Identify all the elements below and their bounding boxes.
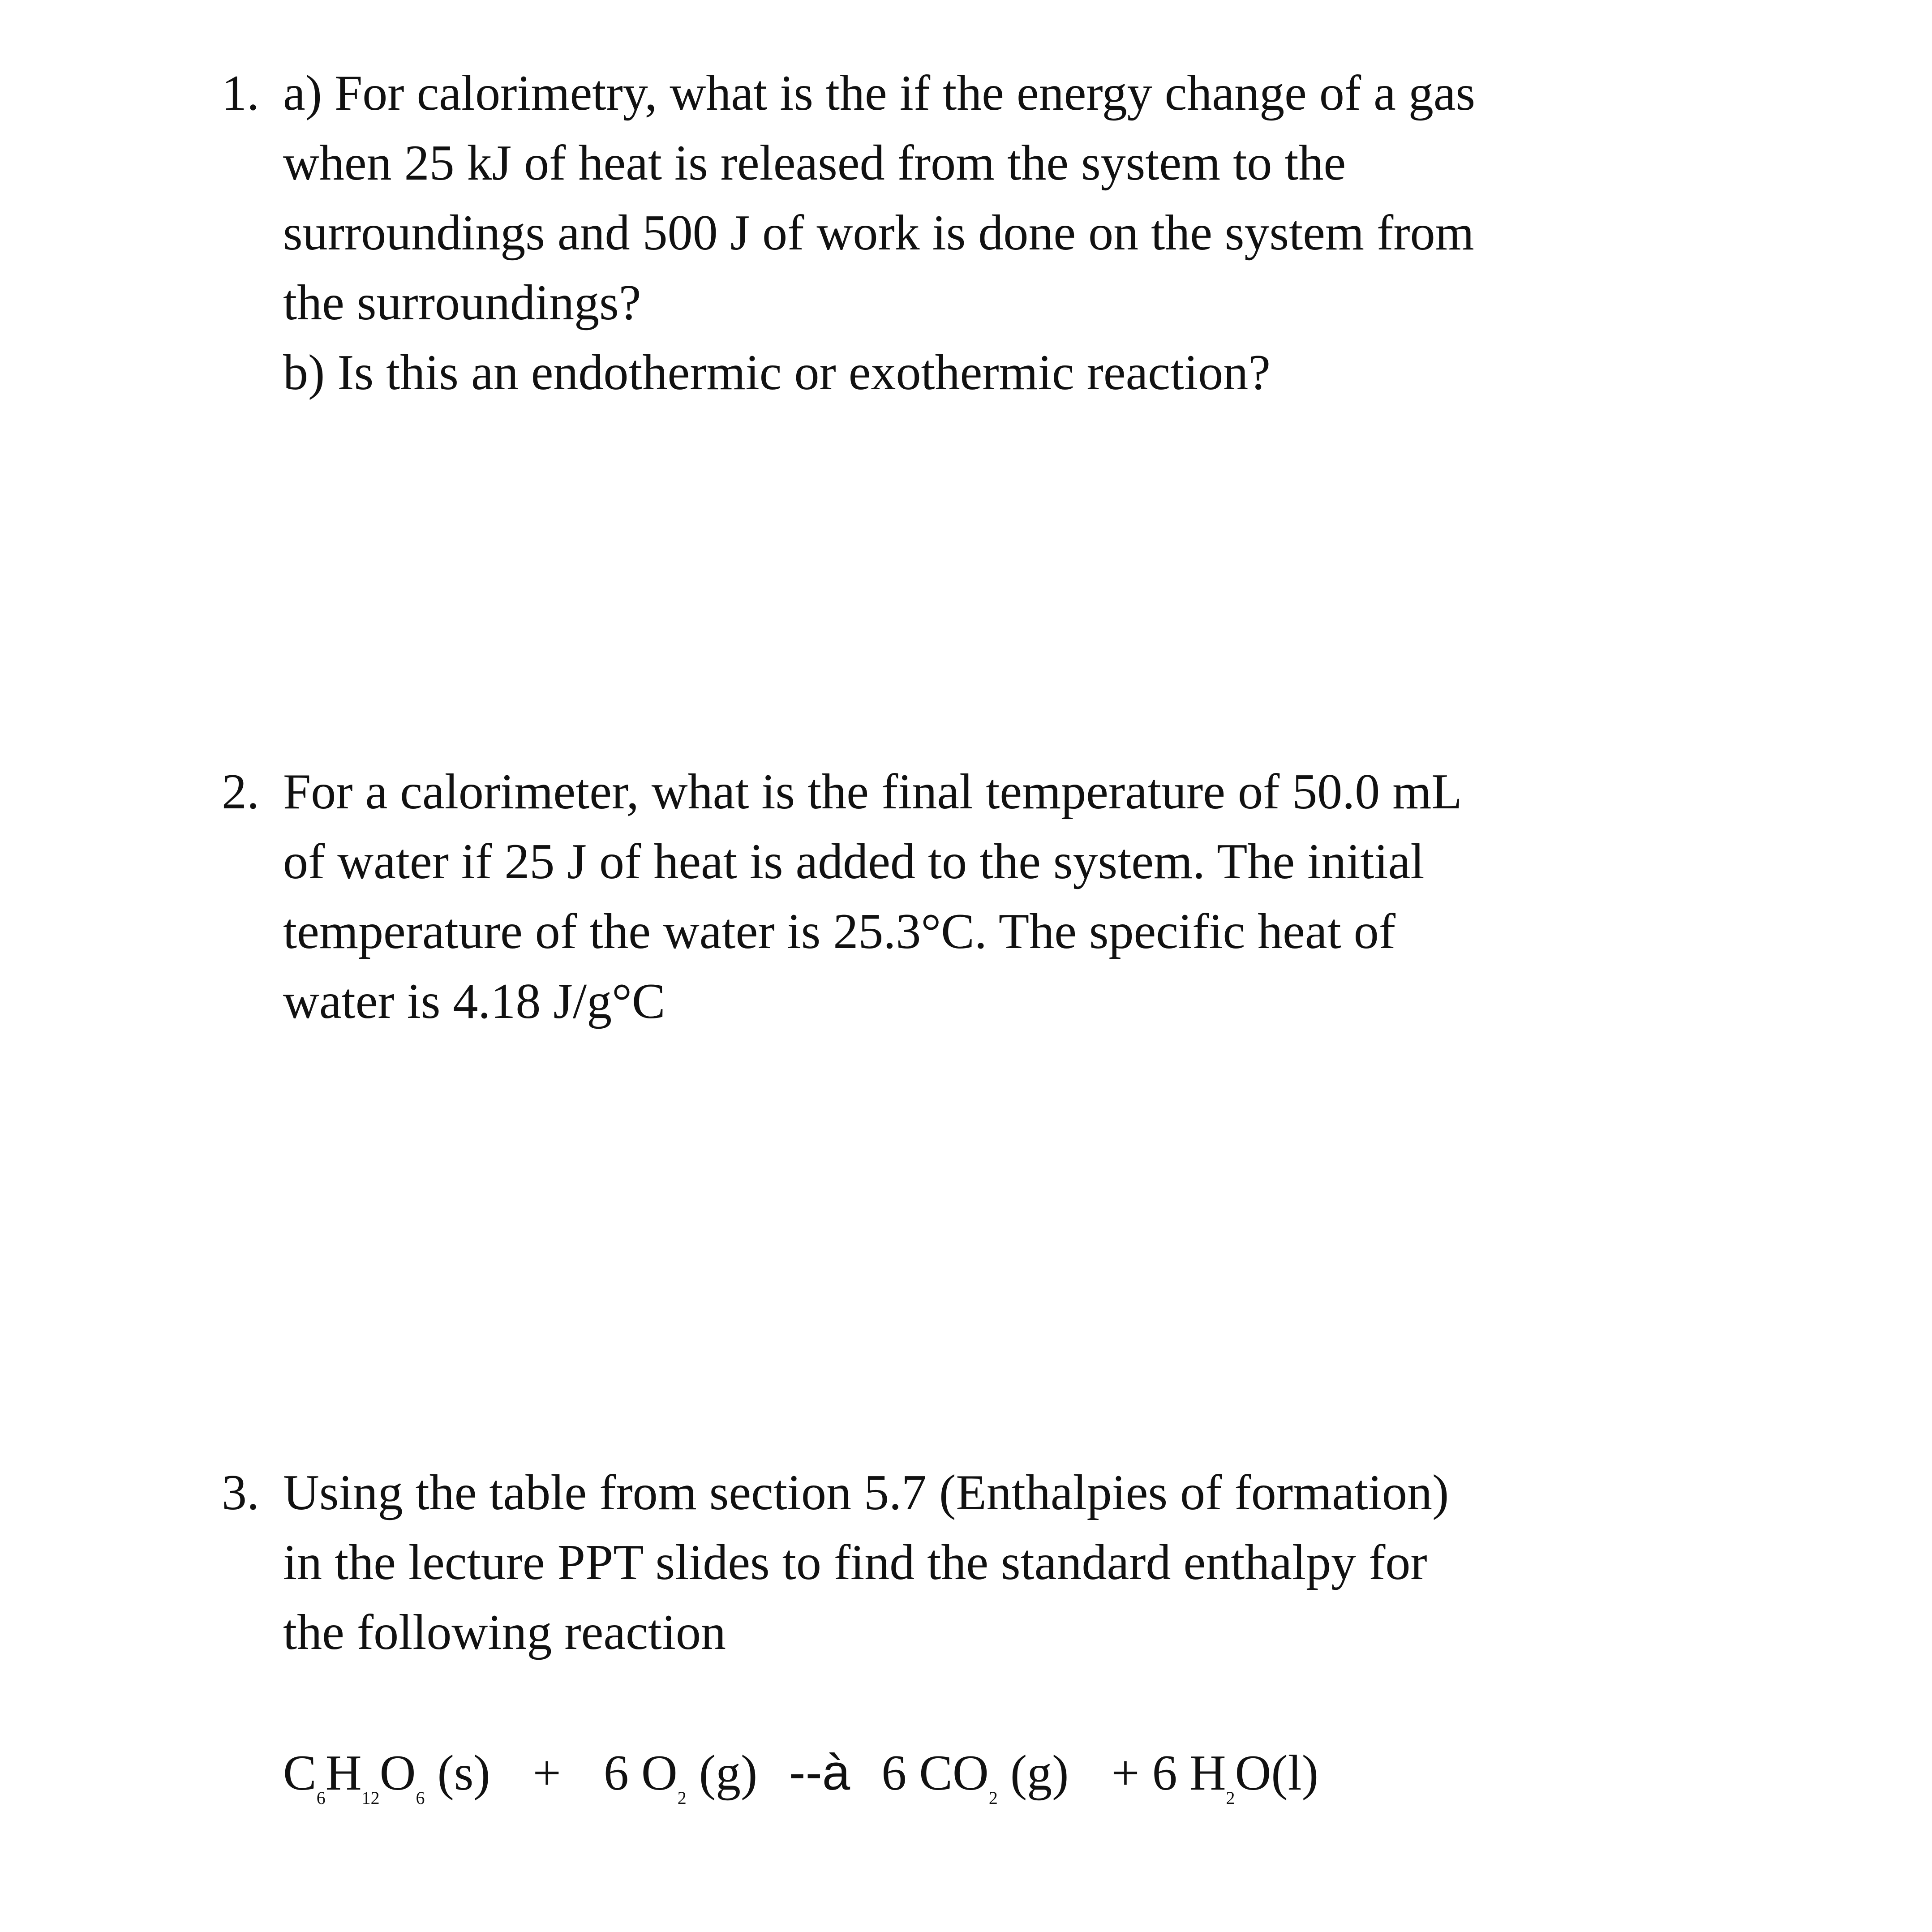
oxygen-formula: 6 $O_2$ (g) — [603, 1745, 758, 1808]
carbon-dioxide-formula: 6 $CO_2$ (g) — [881, 1745, 1069, 1808]
question-number: 1. — [222, 65, 259, 121]
water-formula: + 6 $H_2O(l)$ — [1111, 1745, 1319, 1808]
question-line: the surroundings? — [283, 275, 641, 331]
question-line: of water if 25 J of heat is added to the system. The initial — [283, 834, 1425, 889]
plus-sign: + — [532, 1745, 561, 1801]
question-line: surroundings and 500 J of work is done on the system from — [283, 205, 1474, 261]
glucose-formula: $C_6H_{12}O_6$ (s) — [283, 1745, 490, 1808]
reaction-arrow: --à — [789, 1744, 850, 1800]
question-number: 2. — [222, 764, 259, 820]
question-text — [283, 1458, 1877, 1667]
question-line: a) For calorimetry, what is the if the energy change of a gas — [283, 65, 1476, 121]
question-line: water is 4.18 J/g°C — [283, 974, 665, 1029]
question-text — [283, 757, 1877, 1036]
question-line: temperature of the water is 25.3°C. The specific heat of — [283, 904, 1396, 959]
question-number: 3. — [222, 1465, 259, 1520]
question-line: the following reaction — [283, 1605, 726, 1660]
question-line: when 25 kJ of heat is released from the system to the — [283, 135, 1346, 191]
question-line: Using the table from section 5.7 (Enthalpies of formation) — [283, 1465, 1449, 1520]
question-text — [283, 58, 1877, 408]
question-line: b) Is this an endothermic or exothermic reaction? — [283, 345, 1271, 400]
question-line: in the lecture PPT slides to find the standard enthalpy for — [283, 1535, 1427, 1590]
chemical-equation — [283, 1738, 1318, 1808]
question-line: For a calorimeter, what is the final temperature of 50.0 mL — [283, 764, 1462, 820]
